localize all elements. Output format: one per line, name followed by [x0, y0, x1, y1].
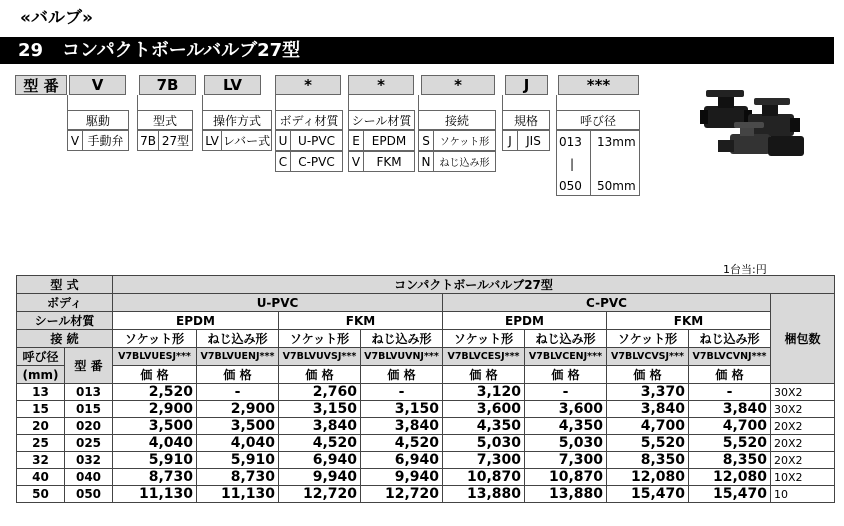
product-photo	[700, 84, 810, 169]
size-value: 32	[17, 452, 65, 469]
size-value: 40	[17, 469, 65, 486]
price-cell: 6,940	[361, 452, 443, 469]
price-cell: 5,030	[443, 435, 525, 452]
price-cell: 15,470	[607, 486, 689, 503]
group-label-body: ボディ材質	[275, 110, 343, 130]
price-cell: 12,720	[279, 486, 361, 503]
option-body-u	[275, 130, 343, 151]
model-label: 型 番	[65, 348, 113, 384]
connection-header: ソケット形	[443, 330, 525, 348]
price-cell: 5,520	[607, 435, 689, 452]
size-min-mm: 13mm	[597, 135, 636, 149]
option-code: V	[68, 131, 83, 150]
price-cell: 2,520	[113, 384, 197, 401]
option-code: LV	[203, 131, 222, 150]
option-text: JIS	[526, 133, 541, 148]
group-label-standard: 規格	[502, 110, 550, 130]
price-cell: 13,880	[525, 486, 607, 503]
price-cell: 3,840	[607, 401, 689, 418]
size-value: 13	[17, 384, 65, 401]
connector	[275, 95, 276, 110]
connection-header: ねじ込み形	[689, 330, 771, 348]
pack-quantity: 30X2	[771, 384, 835, 401]
price-cell: -	[525, 384, 607, 401]
connection-header: ソケット形	[607, 330, 689, 348]
size-min-code: 013	[559, 135, 582, 149]
table-row	[17, 486, 835, 503]
price-cell: 8,350	[689, 452, 771, 469]
price-label: 価 格	[113, 366, 197, 384]
price-cell: 10,870	[525, 469, 607, 486]
size-value: 50	[17, 486, 65, 503]
model-code: V7BLVUESJ***	[113, 348, 197, 366]
option-seal-e	[348, 130, 415, 151]
type-value: コンパクトボールバルブ27型	[113, 276, 835, 294]
type-label: 型 式	[17, 276, 113, 294]
price-rows	[17, 384, 835, 503]
body-cpvc: C-PVC	[443, 294, 771, 312]
price-cell: 4,520	[361, 435, 443, 452]
option-code: E	[349, 131, 364, 150]
price-cell: 7,300	[525, 452, 607, 469]
price-cell: 5,910	[197, 452, 279, 469]
body-label: ボディ	[17, 294, 113, 312]
connector	[418, 95, 419, 110]
seal-header: EPDM	[113, 312, 279, 330]
model-code: V7BLVCENJ***	[525, 348, 607, 366]
code-head-4: *	[275, 75, 341, 95]
connection-header: ねじ込み形	[361, 330, 443, 348]
option-text: 27型	[161, 134, 190, 148]
size-code: 020	[65, 418, 113, 435]
price-cell: 2,760	[279, 384, 361, 401]
option-text: U-PVC	[298, 133, 335, 148]
group-label-operation: 操作方式	[202, 110, 272, 130]
code-head-1: V	[69, 75, 126, 95]
price-cell: 15,470	[689, 486, 771, 503]
seal-header: FKM	[279, 312, 443, 330]
option-code: N	[419, 152, 434, 171]
size-label: 呼び径	[17, 348, 65, 366]
table-row	[17, 435, 835, 452]
section-title: コンパクトボールバルブ27型	[62, 40, 301, 61]
option-text: FKM	[376, 154, 402, 169]
price-cell: 3,150	[361, 401, 443, 418]
size-code: 040	[65, 469, 113, 486]
option-text: レバー式	[222, 134, 271, 148]
connector	[67, 95, 68, 110]
connection-header: ねじ込み形	[197, 330, 279, 348]
price-cell: 3,600	[443, 401, 525, 418]
option-seal-v	[348, 151, 415, 172]
model-code: V7BLVCESJ***	[443, 348, 525, 366]
pack-quantity: 20X2	[771, 452, 835, 469]
price-cell: -	[361, 384, 443, 401]
option-code: C	[276, 152, 291, 171]
code-head-5: *	[348, 75, 414, 95]
option-body-c	[275, 151, 343, 172]
price-cell: 4,700	[689, 418, 771, 435]
price-label: 価 格	[361, 366, 443, 384]
connection-header: ソケット形	[113, 330, 197, 348]
size-code: 015	[65, 401, 113, 418]
price-table	[16, 275, 835, 503]
option-connection-s	[418, 130, 496, 151]
table-row	[17, 418, 835, 435]
group-label-drive: 駆動	[67, 110, 129, 130]
price-cell: 7,300	[443, 452, 525, 469]
size-code: 050	[65, 486, 113, 503]
option-code: J	[503, 131, 518, 150]
unit-note: 1台当:円	[723, 263, 767, 276]
size-value: 15	[17, 401, 65, 418]
price-cell: 3,600	[525, 401, 607, 418]
price-cell: 13,880	[443, 486, 525, 503]
price-label: 価 格	[525, 366, 607, 384]
price-cell: 3,500	[113, 418, 197, 435]
price-cell: 3,120	[443, 384, 525, 401]
seal-label: シール材質	[17, 312, 113, 330]
code-head-6: *	[421, 75, 495, 95]
table-row	[17, 384, 835, 401]
section-title-bar	[0, 37, 834, 64]
connection-header: ソケット形	[279, 330, 361, 348]
size-code: 025	[65, 435, 113, 452]
model-code: V7BLVUENJ***	[197, 348, 279, 366]
size-value: 25	[17, 435, 65, 452]
price-label: 価 格	[689, 366, 771, 384]
code-head-8: ***	[558, 75, 639, 95]
group-label-seal: シール材質	[348, 110, 415, 130]
option-connection-n	[418, 151, 496, 172]
price-cell: 10,870	[443, 469, 525, 486]
pack-quantity: 20X2	[771, 435, 835, 452]
code-head-3: LV	[204, 75, 261, 95]
option-text: C-PVC	[298, 154, 335, 169]
price-cell: 4,040	[197, 435, 279, 452]
option-code: U	[276, 131, 291, 150]
price-cell: 9,940	[361, 469, 443, 486]
price-cell: -	[689, 384, 771, 401]
model-code: V7BLVCVNJ***	[689, 348, 771, 366]
seal-header: FKM	[607, 312, 771, 330]
price-cell: 11,130	[197, 486, 279, 503]
pack-quantity: 10X2	[771, 469, 835, 486]
price-cell: -	[197, 384, 279, 401]
price-cell: 8,730	[197, 469, 279, 486]
connector	[502, 95, 503, 110]
price-cell: 3,500	[197, 418, 279, 435]
price-cell: 4,350	[525, 418, 607, 435]
price-cell: 9,940	[279, 469, 361, 486]
pack-label: 梱包数	[771, 294, 835, 384]
pack-quantity: 20X2	[771, 418, 835, 435]
pack-quantity: 10	[771, 486, 835, 503]
size-max-code: 050	[559, 179, 582, 193]
option-text: ねじ込み形	[439, 158, 490, 169]
table-row	[17, 469, 835, 486]
size-code: 013	[65, 384, 113, 401]
connector	[556, 95, 557, 110]
price-cell: 4,700	[607, 418, 689, 435]
connector	[202, 95, 203, 110]
table-row	[17, 452, 835, 469]
group-label-size: 呼び径	[556, 110, 640, 130]
option-text: EPDM	[371, 133, 407, 148]
price-cell: 12,080	[607, 469, 689, 486]
group-label-type: 型式	[137, 110, 193, 130]
price-cell: 8,730	[113, 469, 197, 486]
seal-header: EPDM	[443, 312, 607, 330]
connection-label: 接 続	[17, 330, 113, 348]
option-standard-j	[502, 130, 550, 151]
pack-quantity: 30X2	[771, 401, 835, 418]
price-cell: 5,910	[113, 452, 197, 469]
section-number: 29	[18, 40, 44, 61]
connection-header: ねじ込み形	[525, 330, 607, 348]
option-type-7b	[137, 130, 193, 151]
category-heading: «バルブ»	[20, 8, 93, 28]
price-cell: 6,940	[279, 452, 361, 469]
model-code: V7BLVCVSJ***	[607, 348, 689, 366]
price-cell: 3,370	[607, 384, 689, 401]
model-code: V7BLVUVSJ***	[279, 348, 361, 366]
price-cell: 8,350	[607, 452, 689, 469]
option-code: V	[349, 152, 364, 171]
price-cell: 4,520	[279, 435, 361, 452]
price-cell: 2,900	[113, 401, 197, 418]
size-max-mm: 50mm	[597, 179, 636, 193]
price-label: 価 格	[279, 366, 361, 384]
size-range-bar: |	[570, 157, 575, 171]
code-label: 型 番	[15, 75, 67, 95]
model-code: V7BLVUVNJ***	[361, 348, 443, 366]
price-cell: 3,150	[279, 401, 361, 418]
price-cell: 3,840	[279, 418, 361, 435]
price-cell: 12,720	[361, 486, 443, 503]
connector	[348, 95, 349, 110]
price-label: 価 格	[607, 366, 689, 384]
price-label: 価 格	[197, 366, 279, 384]
size-code: 032	[65, 452, 113, 469]
size-unit: (mm)	[17, 366, 65, 384]
option-size-range	[556, 130, 640, 196]
price-cell: 3,840	[689, 401, 771, 418]
option-operation-lv	[202, 130, 272, 151]
price-cell: 11,130	[113, 486, 197, 503]
option-code: 7B	[138, 131, 159, 150]
price-cell: 5,520	[689, 435, 771, 452]
price-cell: 12,080	[689, 469, 771, 486]
price-cell: 4,040	[113, 435, 197, 452]
body-upvc: U-PVC	[113, 294, 443, 312]
connector	[137, 95, 138, 110]
group-label-connection: 接続	[418, 110, 496, 130]
price-cell: 2,900	[197, 401, 279, 418]
code-head-2: 7B	[139, 75, 196, 95]
price-cell: 4,350	[443, 418, 525, 435]
table-row	[17, 401, 835, 418]
price-cell: 5,030	[525, 435, 607, 452]
option-text: ソケット形	[439, 137, 490, 148]
option-drive-v	[67, 130, 129, 151]
code-head-7: J	[505, 75, 548, 95]
price-label: 価 格	[443, 366, 525, 384]
option-code: S	[419, 131, 434, 150]
price-cell: 3,840	[361, 418, 443, 435]
option-text: 手動弁	[87, 134, 124, 148]
size-value: 20	[17, 418, 65, 435]
